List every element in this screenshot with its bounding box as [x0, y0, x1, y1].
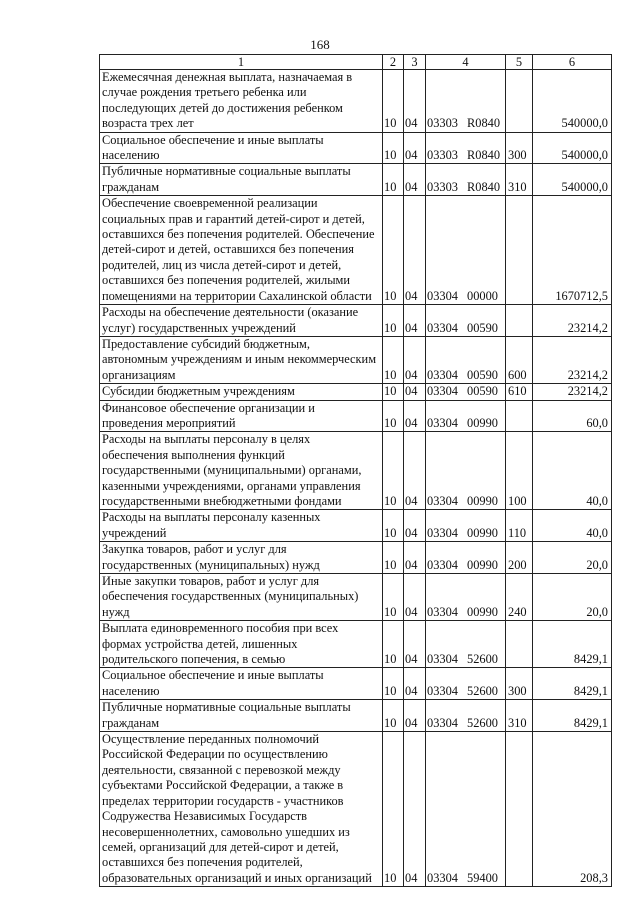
description-line: субъектами Российской Федерации, а также в [102, 778, 344, 793]
header-cell: 3 [404, 55, 426, 70]
description-line: гражданам [102, 715, 160, 730]
description-line: родителей, лиц из числа детей-сирот и детей, [102, 257, 342, 272]
section-code: 10 [383, 132, 404, 164]
description-line: населению [102, 148, 160, 163]
subsection-code: 04 [404, 432, 426, 510]
section-code: 10 [383, 700, 404, 732]
program-code: 03304 [427, 415, 458, 430]
table-row [100, 132, 612, 164]
description-line: последующих детей до достижения ребенком [102, 100, 343, 115]
description-line: Публичные нормативные социальные выплаты [102, 164, 351, 179]
direction-code: 00990 [467, 604, 498, 619]
table-row [100, 732, 612, 887]
row-description [100, 164, 383, 196]
target-article-code [426, 732, 506, 887]
row-description [100, 621, 383, 668]
description-line: Расходы на обеспечение деятельности (оказание [102, 305, 359, 320]
row-description [100, 732, 383, 887]
amount: 8429,1 [533, 700, 612, 732]
description-line: населению [102, 683, 160, 698]
description-line: казенными учреждениями, органами управления [102, 478, 361, 493]
description-line: Социальное обеспечение и иные выплаты [102, 668, 324, 683]
target-article-code [426, 196, 506, 305]
section-code: 10 [383, 621, 404, 668]
expense-type-code: 310 [506, 164, 533, 196]
row-description [100, 132, 383, 164]
amount: 540000,0 [533, 132, 612, 164]
subsection-code: 04 [404, 336, 426, 383]
description-line: оставшихся без попечения родителей, [102, 855, 303, 870]
amount: 23214,2 [533, 336, 612, 383]
direction-code: 52600 [467, 683, 498, 698]
section-code: 10 [383, 542, 404, 574]
direction-code: R0840 [467, 179, 501, 194]
description-line: Финансовое обеспечение организации и [102, 400, 315, 415]
amount: 208,3 [533, 732, 612, 887]
direction-code: 00590 [467, 320, 498, 335]
header-cell: 2 [383, 55, 404, 70]
description-line: обеспечения государственных (муниципальных) [102, 589, 359, 604]
section-code: 10 [383, 336, 404, 383]
description-line: Субсидии бюджетным учреждениям [102, 384, 295, 399]
description-line: Содружества Независимых Государств [102, 809, 308, 824]
table-row [100, 621, 612, 668]
header-cell: 4 [426, 55, 506, 70]
expense-type-code [506, 621, 533, 668]
row-description [100, 305, 383, 337]
target-article-code [426, 432, 506, 510]
direction-code: 00990 [467, 415, 498, 430]
target-article-code [426, 384, 506, 400]
program-code: 03304 [427, 320, 458, 335]
amount: 8429,1 [533, 621, 612, 668]
target-article-code [426, 668, 506, 700]
program-code: 03304 [427, 525, 458, 540]
description-line: формах устройства детей, лишенных [102, 636, 298, 651]
subsection-code: 04 [404, 621, 426, 668]
row-description [100, 400, 383, 432]
expense-type-code: 110 [506, 510, 533, 542]
target-article-code [426, 510, 506, 542]
subsection-code: 04 [404, 574, 426, 621]
description-line: услуг) государственных учреждений [102, 320, 296, 335]
expense-type-code: 240 [506, 574, 533, 621]
description-line: семей, организаций для детей-сирот и детей, [102, 839, 339, 854]
expense-type-code: 200 [506, 542, 533, 574]
description-line: Закупка товаров, работ и услуг для [102, 542, 287, 557]
subsection-code: 04 [404, 668, 426, 700]
subsection-code: 04 [404, 510, 426, 542]
table-row [100, 668, 612, 700]
target-article-code [426, 132, 506, 164]
program-code: 03304 [427, 288, 458, 303]
header-cell: 1 [100, 55, 383, 70]
table-row [100, 196, 612, 305]
description-line: образовательных организаций и иных организаций [102, 870, 372, 885]
subsection-code: 04 [404, 542, 426, 574]
program-code: 03304 [427, 367, 458, 382]
description-line: Иные закупки товаров, работ и услуг для [102, 574, 320, 588]
description-line: деятельности, связанной с перевозкой между [102, 762, 341, 777]
expense-type-code [506, 400, 533, 432]
description-line: родительского попечения, в семью [102, 652, 286, 667]
description-line: организациям [102, 367, 176, 382]
table-row [100, 510, 612, 542]
description-line: оставшихся без попечения родителей. Обеспечение [102, 227, 375, 242]
subsection-code: 04 [404, 305, 426, 337]
program-code: 03303 [427, 179, 458, 194]
row-description [100, 384, 383, 400]
header-cell: 6 [533, 55, 612, 70]
amount: 23214,2 [533, 384, 612, 400]
target-article-code [426, 70, 506, 133]
description-line: учреждений [102, 525, 167, 540]
program-code: 03304 [427, 683, 458, 698]
description-line: проведения мероприятий [102, 415, 236, 430]
program-code: 03303 [427, 148, 458, 163]
description-line: государственных (муниципальных) нужд [102, 557, 320, 572]
direction-code: 00990 [467, 557, 498, 572]
direction-code: 52600 [467, 715, 498, 730]
program-code: 03304 [427, 384, 458, 399]
row-description [100, 700, 383, 732]
direction-code: 00000 [467, 288, 498, 303]
description-line: Российской Федерации по осуществлению [102, 747, 328, 762]
amount: 60,0 [533, 400, 612, 432]
description-line: нужд [102, 604, 130, 619]
amount: 40,0 [533, 510, 612, 542]
description-line: Осуществление переданных полномочий [102, 732, 319, 747]
expense-type-code: 300 [506, 668, 533, 700]
description-line: помещениями на территории Сахалинской области [102, 288, 372, 303]
description-line: Расходы на выплаты персоналу казенных [102, 510, 321, 525]
subsection-code: 04 [404, 196, 426, 305]
subsection-code: 04 [404, 164, 426, 196]
expense-type-code: 100 [506, 432, 533, 510]
row-description [100, 196, 383, 305]
table-row [100, 700, 612, 732]
table-row [100, 70, 612, 133]
subsection-code: 04 [404, 732, 426, 887]
section-code: 10 [383, 732, 404, 887]
section-code: 10 [383, 384, 404, 400]
amount: 540000,0 [533, 164, 612, 196]
program-code: 03304 [427, 604, 458, 619]
row-description [100, 432, 383, 510]
target-article-code [426, 574, 506, 621]
expense-type-code [506, 732, 533, 887]
description-line: автономным учреждениям и иным некоммерческим [102, 352, 377, 367]
table-body [100, 55, 612, 887]
subsection-code: 04 [404, 384, 426, 400]
table-row [100, 432, 612, 510]
section-code: 10 [383, 164, 404, 196]
table-row [100, 384, 612, 400]
description-line: социальных прав и гарантий детей-сирот и детей, [102, 211, 365, 226]
program-code: 03304 [427, 870, 458, 885]
description-line: случае рождения третьего ребенка или [102, 85, 307, 100]
subsection-code: 04 [404, 70, 426, 133]
expense-type-code: 300 [506, 132, 533, 164]
description-line: государственными (муниципальными) органами, [102, 463, 362, 478]
program-code: 03304 [427, 652, 458, 667]
table-header-row [100, 55, 612, 70]
target-article-code [426, 700, 506, 732]
section-code: 10 [383, 432, 404, 510]
description-line: государственными внебюджетными фондами [102, 493, 342, 508]
expense-type-code: 610 [506, 384, 533, 400]
subsection-code: 04 [404, 700, 426, 732]
row-description [100, 668, 383, 700]
target-article-code [426, 336, 506, 383]
description-line: Публичные нормативные социальные выплаты [102, 700, 351, 715]
header-cell: 5 [506, 55, 533, 70]
direction-code: 00590 [467, 384, 498, 399]
direction-code: 00990 [467, 525, 498, 540]
description-line: оставшихся без попечения родителей, жилыми [102, 273, 351, 288]
direction-code: 00590 [467, 367, 498, 382]
section-code: 10 [383, 668, 404, 700]
row-description [100, 542, 383, 574]
subsection-code: 04 [404, 132, 426, 164]
description-line: детей-сирот и детей, оставшихся без попечения [102, 242, 354, 257]
amount: 540000,0 [533, 70, 612, 133]
expense-type-code: 600 [506, 336, 533, 383]
target-article-code [426, 621, 506, 668]
section-code: 10 [383, 400, 404, 432]
section-code: 10 [383, 574, 404, 621]
table-row [100, 164, 612, 196]
table-row [100, 542, 612, 574]
amount: 40,0 [533, 432, 612, 510]
table-row [100, 305, 612, 337]
description-line: Ежемесячная денежная выплата, назначаемая в [102, 70, 353, 84]
program-code: 03304 [427, 715, 458, 730]
subsection-code: 04 [404, 400, 426, 432]
row-description [100, 336, 383, 383]
direction-code: 52600 [467, 652, 498, 667]
amount: 20,0 [533, 542, 612, 574]
target-article-code [426, 542, 506, 574]
amount: 8429,1 [533, 668, 612, 700]
direction-code: R0840 [467, 116, 501, 131]
section-code: 10 [383, 305, 404, 337]
target-article-code [426, 400, 506, 432]
expense-type-code: 310 [506, 700, 533, 732]
description-line: Социальное обеспечение и иные выплаты [102, 132, 324, 147]
budget-table [99, 54, 612, 887]
amount: 1670712,5 [533, 196, 612, 305]
description-line: несовершеннолетних, самовольно ушедших из [102, 824, 350, 839]
row-description [100, 510, 383, 542]
table-row [100, 336, 612, 383]
description-line: Обеспечение своевременной реализации [102, 196, 318, 211]
description-line: Выплата единовременного пособия при всех [102, 621, 339, 636]
table-row [100, 400, 612, 432]
program-code: 03304 [427, 557, 458, 572]
direction-code: 00990 [467, 493, 498, 508]
description-line: гражданам [102, 179, 160, 194]
row-description [100, 70, 383, 133]
direction-code: 59400 [467, 870, 498, 885]
description-line: возраста трех лет [102, 116, 194, 131]
expense-type-code [506, 305, 533, 337]
page-number: 168 [310, 37, 330, 52]
program-code: 03303 [427, 116, 458, 131]
description-line: обеспечения выполнения функций [102, 447, 285, 462]
section-code: 10 [383, 70, 404, 133]
direction-code: R0840 [467, 148, 501, 163]
description-line: Расходы на выплаты персоналу в целях [102, 432, 311, 447]
description-line: Предоставление субсидий бюджетным, [102, 336, 310, 351]
program-code: 03304 [427, 493, 458, 508]
section-code: 10 [383, 196, 404, 305]
description-line: пределах территории государств - участников [102, 793, 344, 808]
table-row [100, 574, 612, 621]
amount: 20,0 [533, 574, 612, 621]
target-article-code [426, 305, 506, 337]
expense-type-code [506, 196, 533, 305]
target-article-code [426, 164, 506, 196]
expense-type-code [506, 70, 533, 133]
amount: 23214,2 [533, 305, 612, 337]
row-description [100, 574, 383, 621]
section-code: 10 [383, 510, 404, 542]
